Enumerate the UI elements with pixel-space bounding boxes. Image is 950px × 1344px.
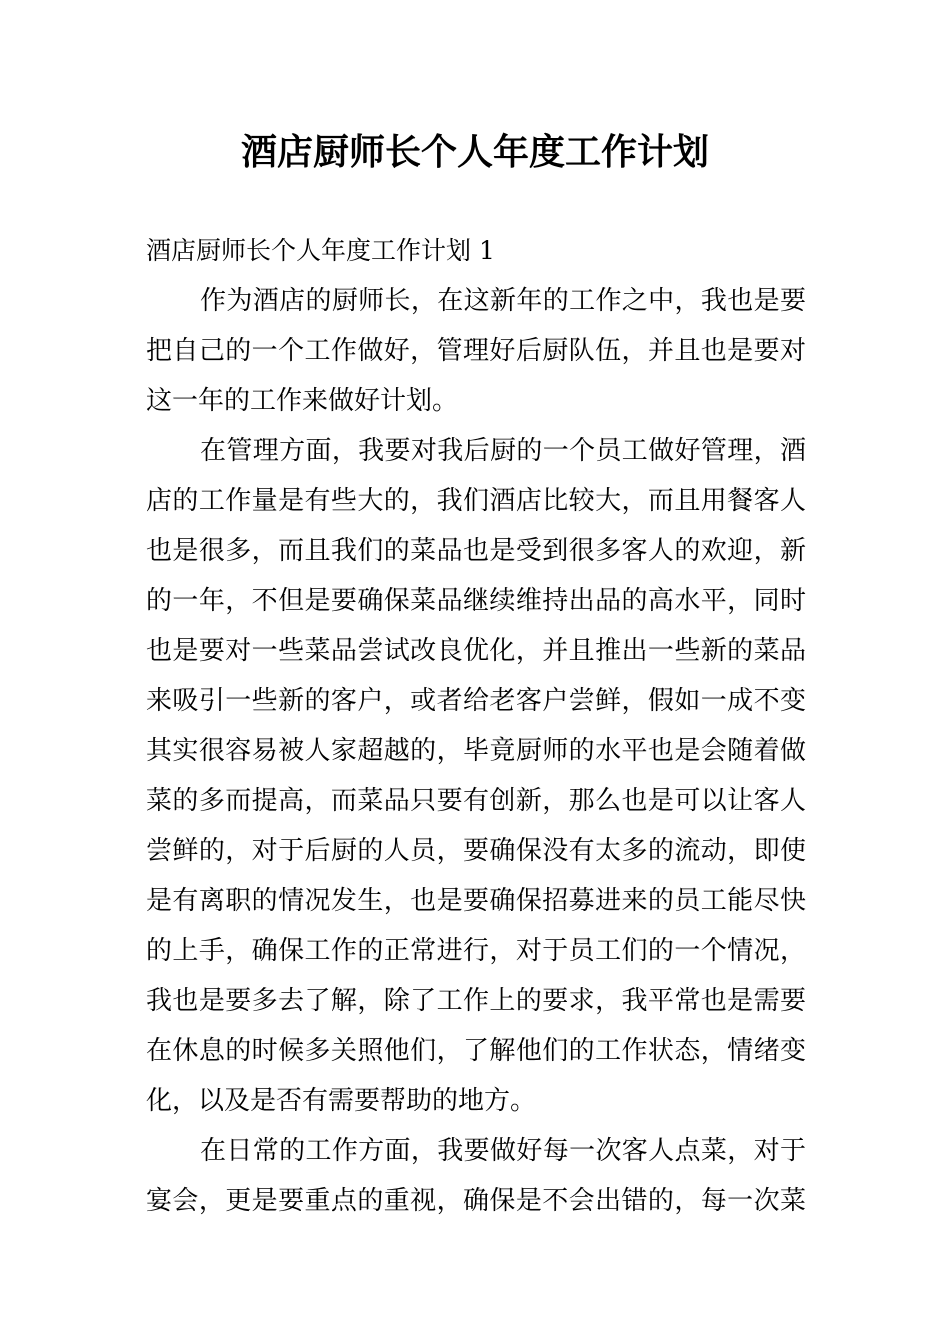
paragraph-2-line-4: 的一年，不但是要确保菜品继续维持出品的高水平，同时 bbox=[146, 586, 806, 616]
paragraph-2-line-11: 的上手，确保工作的正常进行，对于员工们的一个情况， bbox=[146, 936, 806, 966]
paragraph-2-line-6: 来吸引一些新的客户，或者给老客户尝鲜，假如一成不变 bbox=[146, 686, 806, 716]
paragraph-2-line-13: 在休息的时候多关照他们，了解他们的工作状态，情绪变 bbox=[146, 1036, 806, 1066]
paragraph-2-line-12: 我也是要多去了解，除了工作上的要求，我平常也是需要 bbox=[146, 986, 806, 1016]
paragraph-2-line-8: 菜的多而提高，而菜品只要有创新，那么也是可以让客人 bbox=[146, 786, 806, 816]
paragraph-2-line-14: 化，以及是否有需要帮助的地方。 bbox=[146, 1086, 537, 1116]
paragraph-1-line-3: 这一年的工作来做好计划。 bbox=[146, 386, 459, 416]
paragraph-2-line-3: 也是很多，而且我们的菜品也是受到很多客人的欢迎，新 bbox=[146, 536, 806, 566]
paragraph-2-line-5: 也是要对一些菜品尝试改良优化，并且推出一些新的菜品 bbox=[146, 636, 806, 666]
section-heading: 酒店厨师长个人年度工作计划 1 bbox=[146, 236, 495, 265]
paragraph-2-line-7: 其实很容易被人家超越的，毕竟厨师的水平也是会随着做 bbox=[146, 736, 806, 766]
paragraph-2-line-1: 在管理方面，我要对我后厨的一个员工做好管理，酒 bbox=[200, 436, 806, 466]
paragraph-3-line-1: 在日常的工作方面，我要做好每一次客人点菜，对于 bbox=[200, 1136, 806, 1166]
paragraph-3-line-2: 宴会，更是要重点的重视，确保是不会出错的，每一次菜 bbox=[146, 1186, 806, 1216]
paragraph-2-line-9: 尝鲜的，对于后厨的人员，要确保没有太多的流动，即使 bbox=[146, 836, 806, 866]
paragraph-2-line-2: 店的工作量是有些大的，我们酒店比较大，而且用餐客人 bbox=[146, 486, 806, 516]
paragraph-1-line-2: 把自己的一个工作做好，管理好后厨队伍，并且也是要对 bbox=[146, 336, 806, 366]
paragraph-1-line-1: 作为酒店的厨师长，在这新年的工作之中，我也是要 bbox=[200, 286, 806, 316]
document-title: 酒店厨师长个人年度工作计划 bbox=[240, 131, 709, 173]
paragraph-2-line-10: 是有离职的情况发生，也是要确保招募进来的员工能尽快 bbox=[146, 886, 806, 916]
